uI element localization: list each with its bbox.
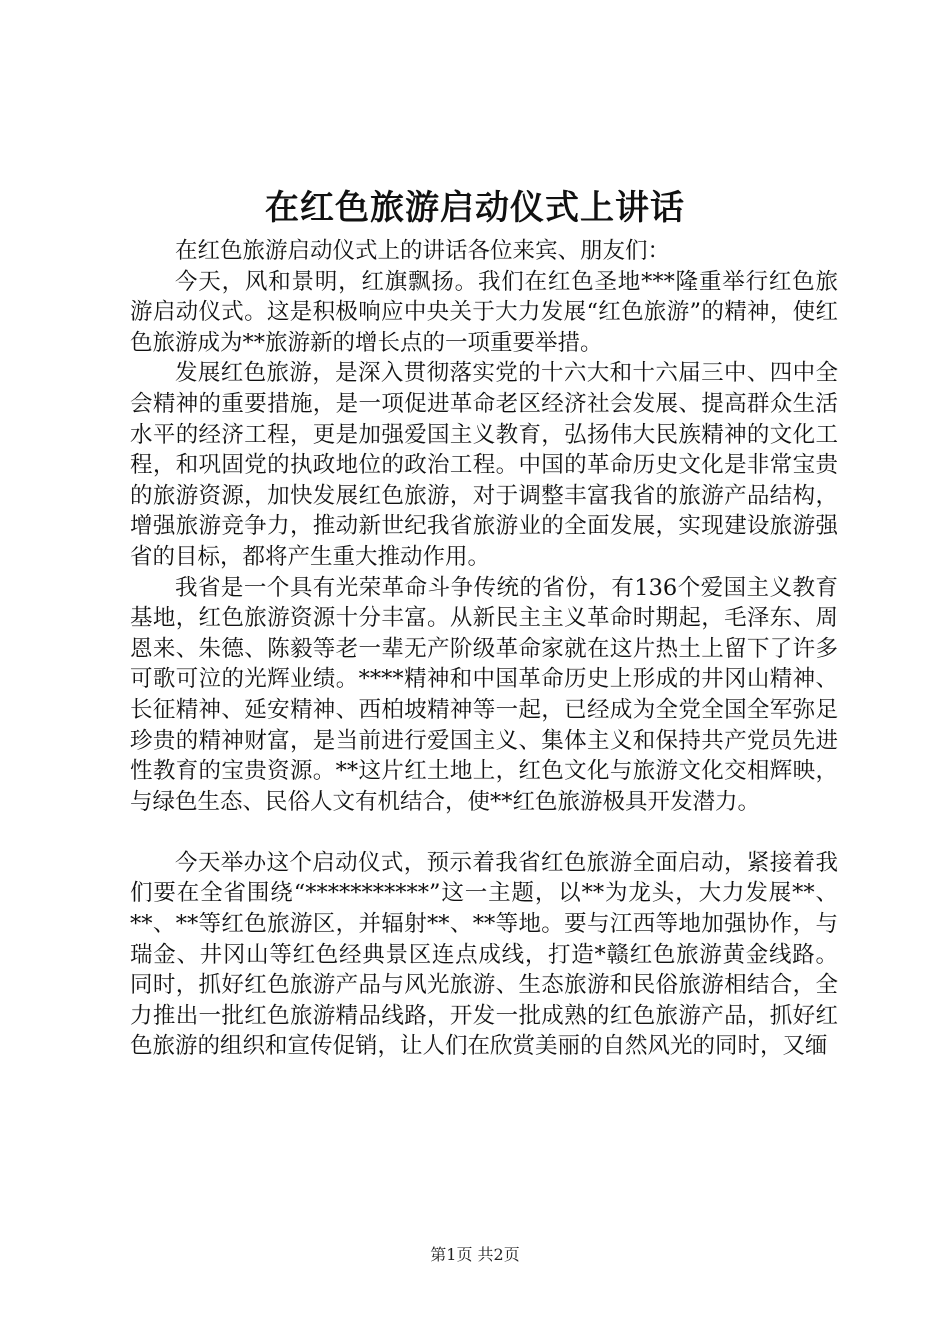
- document-body: [130, 236, 838, 1062]
- body-paragraph: 发展红色旅游，是深入贯彻落实党的十六大和十六届三中、四中全会精神的重要措施，是一项促进革命老区经济社会发展、提高群众生活水平的经济工程，更是加强爱国主义教育，弘扬伟大民族精神的文化工程，和巩固党的执政地位的政治工程。中国的革命历史文化是非常宝贵的旅游资源，加快发展红色旅游，对于调整丰富我省的旅游产品结构，增强旅游竞争力，推动新世纪我省旅游业的全面发展，实现建设旅游强省的目标，都将产生重大推动作用。: [130, 360, 838, 570]
- blank-line: [130, 817, 838, 848]
- body-paragraph: 今天，风和景明，红旗飘扬。我们在红色圣地***隆重举行红色旅游启动仪式。这是积极响应中央关于大力发展“红色旅游”的精神，使红色旅游成为**旅游新的增长点的一项重要举措。: [130, 268, 838, 356]
- body-paragraph: 我省是一个具有光荣革命斗争传统的省份，有136个爱国主义教育基地，红色旅游资源十分丰富。从新民主主义革命时期起，毛泽东、周恩来、朱德、陈毅等老一辈无产阶级革命家就在这片热土上留下了许多可歌可泣的光辉业绩。****精神和中国革命历史上形成的井冈山精神、长征精神、延安精神、西柏坡精神等一起，已经成为全党全国全军弥足珍贵的精神财富，是当前进行爱国主义、集体主义和保持共产党员先进性教育的宝贵资源。**这片红土地上，红色文化与旅游文化交相辉映，与绿色生态、民俗人文有机结合，使**红色旅游极具开发潜力。: [130, 574, 838, 815]
- body-paragraph: 今天举办这个启动仪式，预示着我省红色旅游全面启动，紧接着我们要在全省围绕“***********”这一主题，以**为龙头，大力发展**、**、**等红色旅游区，并辐射**、**等地。要与江西等地加强协作，与瑞金、井冈山等红色经典景区连点成线，打造*赣红色旅游黄金线路。同时，抓好红色旅游产品与风光旅游、生态旅游和民俗旅游相结合，全力推出一批红色旅游精品线路，开发一批成熟的红色旅游产品，抓好红色旅游的组织和宣传促销，让人们在欣赏美丽的自然风光的同时，又缅: [130, 849, 838, 1060]
- salutation-paragraph: 在红色旅游启动仪式上的讲话各位来宾、朋友们：: [175, 238, 671, 264]
- page-number-footer: 第1页 共2页: [430, 1245, 520, 1264]
- document-title: 在红色旅游启动仪式上讲话: [265, 188, 685, 228]
